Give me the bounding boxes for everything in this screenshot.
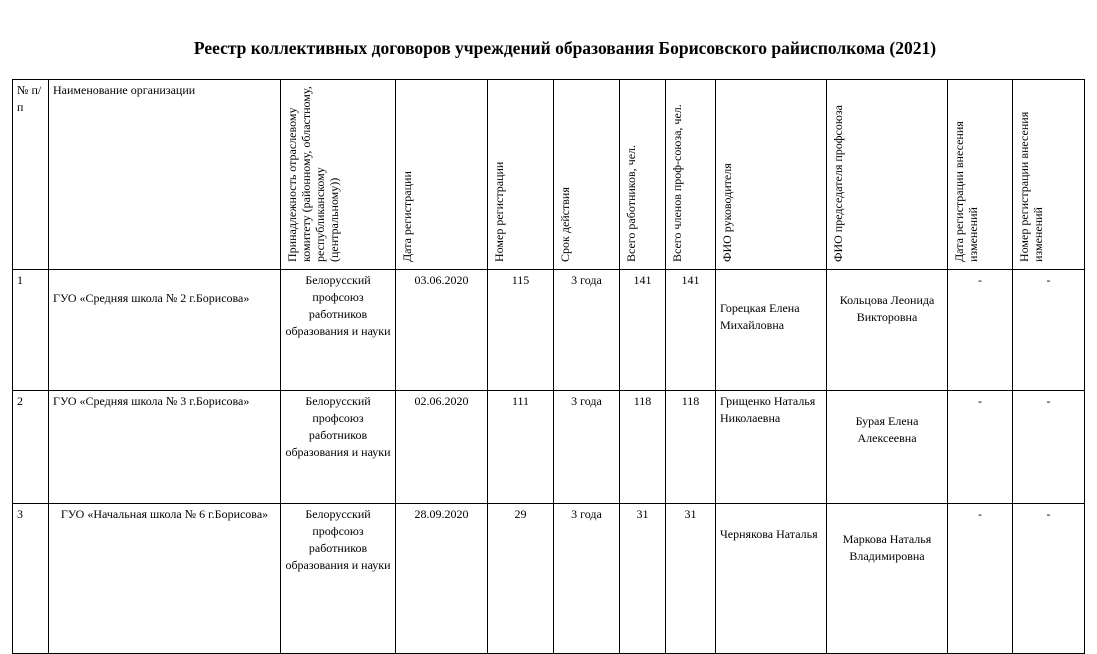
cell-members: 31 bbox=[666, 504, 716, 654]
header-reg-date-label: Дата регистрации bbox=[400, 171, 414, 262]
cell-reg-no: 29 bbox=[488, 504, 554, 654]
cell-change-date: - bbox=[948, 504, 1013, 654]
cell-affiliation: Белорусский профсоюз работников образования и науки bbox=[281, 391, 396, 504]
header-org: Наименование организации bbox=[49, 80, 281, 270]
header-workers bbox=[620, 80, 666, 270]
header-reg-no bbox=[488, 80, 554, 270]
header-change-no-label: Номер регистрации внесения изменений bbox=[1017, 111, 1045, 262]
header-change-date-label: Дата регистрации внесения изменений bbox=[952, 121, 980, 262]
table-header-row bbox=[13, 80, 1085, 270]
cell-change-no: - bbox=[1013, 504, 1085, 654]
header-reg-no-label: Номер регистрации bbox=[492, 161, 506, 262]
cell-term: 3 года bbox=[554, 391, 620, 504]
cell-term: 3 года bbox=[554, 270, 620, 391]
header-term bbox=[554, 80, 620, 270]
cell-chair: Кольцова Леонида Викторовна bbox=[827, 270, 948, 391]
header-members bbox=[666, 80, 716, 270]
cell-head: Грищенко Наталья Николаевна bbox=[716, 391, 827, 504]
header-affiliation bbox=[281, 80, 396, 270]
header-head bbox=[716, 80, 827, 270]
cell-num: 2 bbox=[13, 391, 49, 504]
table-row bbox=[13, 270, 1085, 391]
cell-head: Горецкая Елена Михайловна bbox=[716, 270, 827, 391]
header-members-label: Всего членов проф-союза, чел. bbox=[670, 104, 684, 262]
cell-workers: 141 bbox=[620, 270, 666, 391]
cell-change-date: - bbox=[948, 270, 1013, 391]
cell-reg-no: 115 bbox=[488, 270, 554, 391]
header-reg-date bbox=[396, 80, 488, 270]
cell-workers: 31 bbox=[620, 504, 666, 654]
header-chair-label: ФИО председателя профсоюза bbox=[831, 105, 845, 262]
cell-head: Чернякова Наталья bbox=[716, 504, 827, 654]
cell-reg-date: 02.06.2020 bbox=[396, 391, 488, 504]
cell-term: 3 года bbox=[554, 504, 620, 654]
table-row bbox=[13, 391, 1085, 504]
cell-change-no: - bbox=[1013, 270, 1085, 391]
cell-change-date: - bbox=[948, 391, 1013, 504]
header-workers-label: Всего работников, чел. bbox=[624, 144, 638, 262]
cell-reg-date: 28.09.2020 bbox=[396, 504, 488, 654]
table-row bbox=[13, 504, 1085, 654]
cell-reg-no: 111 bbox=[488, 391, 554, 504]
cell-reg-date: 03.06.2020 bbox=[396, 270, 488, 391]
header-change-date bbox=[948, 80, 1013, 270]
header-change-no bbox=[1013, 80, 1085, 270]
cell-num: 3 bbox=[13, 504, 49, 654]
header-term-label: Срок действия bbox=[558, 187, 572, 262]
cell-org: ГУО «Начальная школа № 6 г.Борисова» bbox=[49, 504, 281, 654]
header-head-label: ФИО руководителя bbox=[720, 163, 734, 262]
header-num: № п/п bbox=[13, 80, 49, 270]
header-affiliation-label: Принадлежность отраслевому комитету (районному, областному, республиканскому (центральному)) bbox=[285, 86, 341, 262]
cell-members: 118 bbox=[666, 391, 716, 504]
cell-affiliation: Белорусский профсоюз работников образования и науки bbox=[281, 504, 396, 654]
page-title: Реестр коллективных договоров учреждений образования Борисовского райисполкома (2021) bbox=[193, 38, 937, 58]
header-chair bbox=[827, 80, 948, 270]
cell-chair: Маркова Наталья Владимировна bbox=[827, 504, 948, 654]
cell-members: 141 bbox=[666, 270, 716, 391]
cell-org: ГУО «Средняя школа № 3 г.Борисова» bbox=[49, 391, 281, 504]
cell-workers: 118 bbox=[620, 391, 666, 504]
cell-chair: Бурая Елена Алексеевна bbox=[827, 391, 948, 504]
registry-table bbox=[12, 79, 1085, 654]
cell-change-no: - bbox=[1013, 391, 1085, 504]
cell-affiliation: Белорусский профсоюз работников образования и науки bbox=[281, 270, 396, 391]
cell-num: 1 bbox=[13, 270, 49, 391]
cell-org: ГУО «Средняя школа № 2 г.Борисова» bbox=[49, 270, 281, 391]
